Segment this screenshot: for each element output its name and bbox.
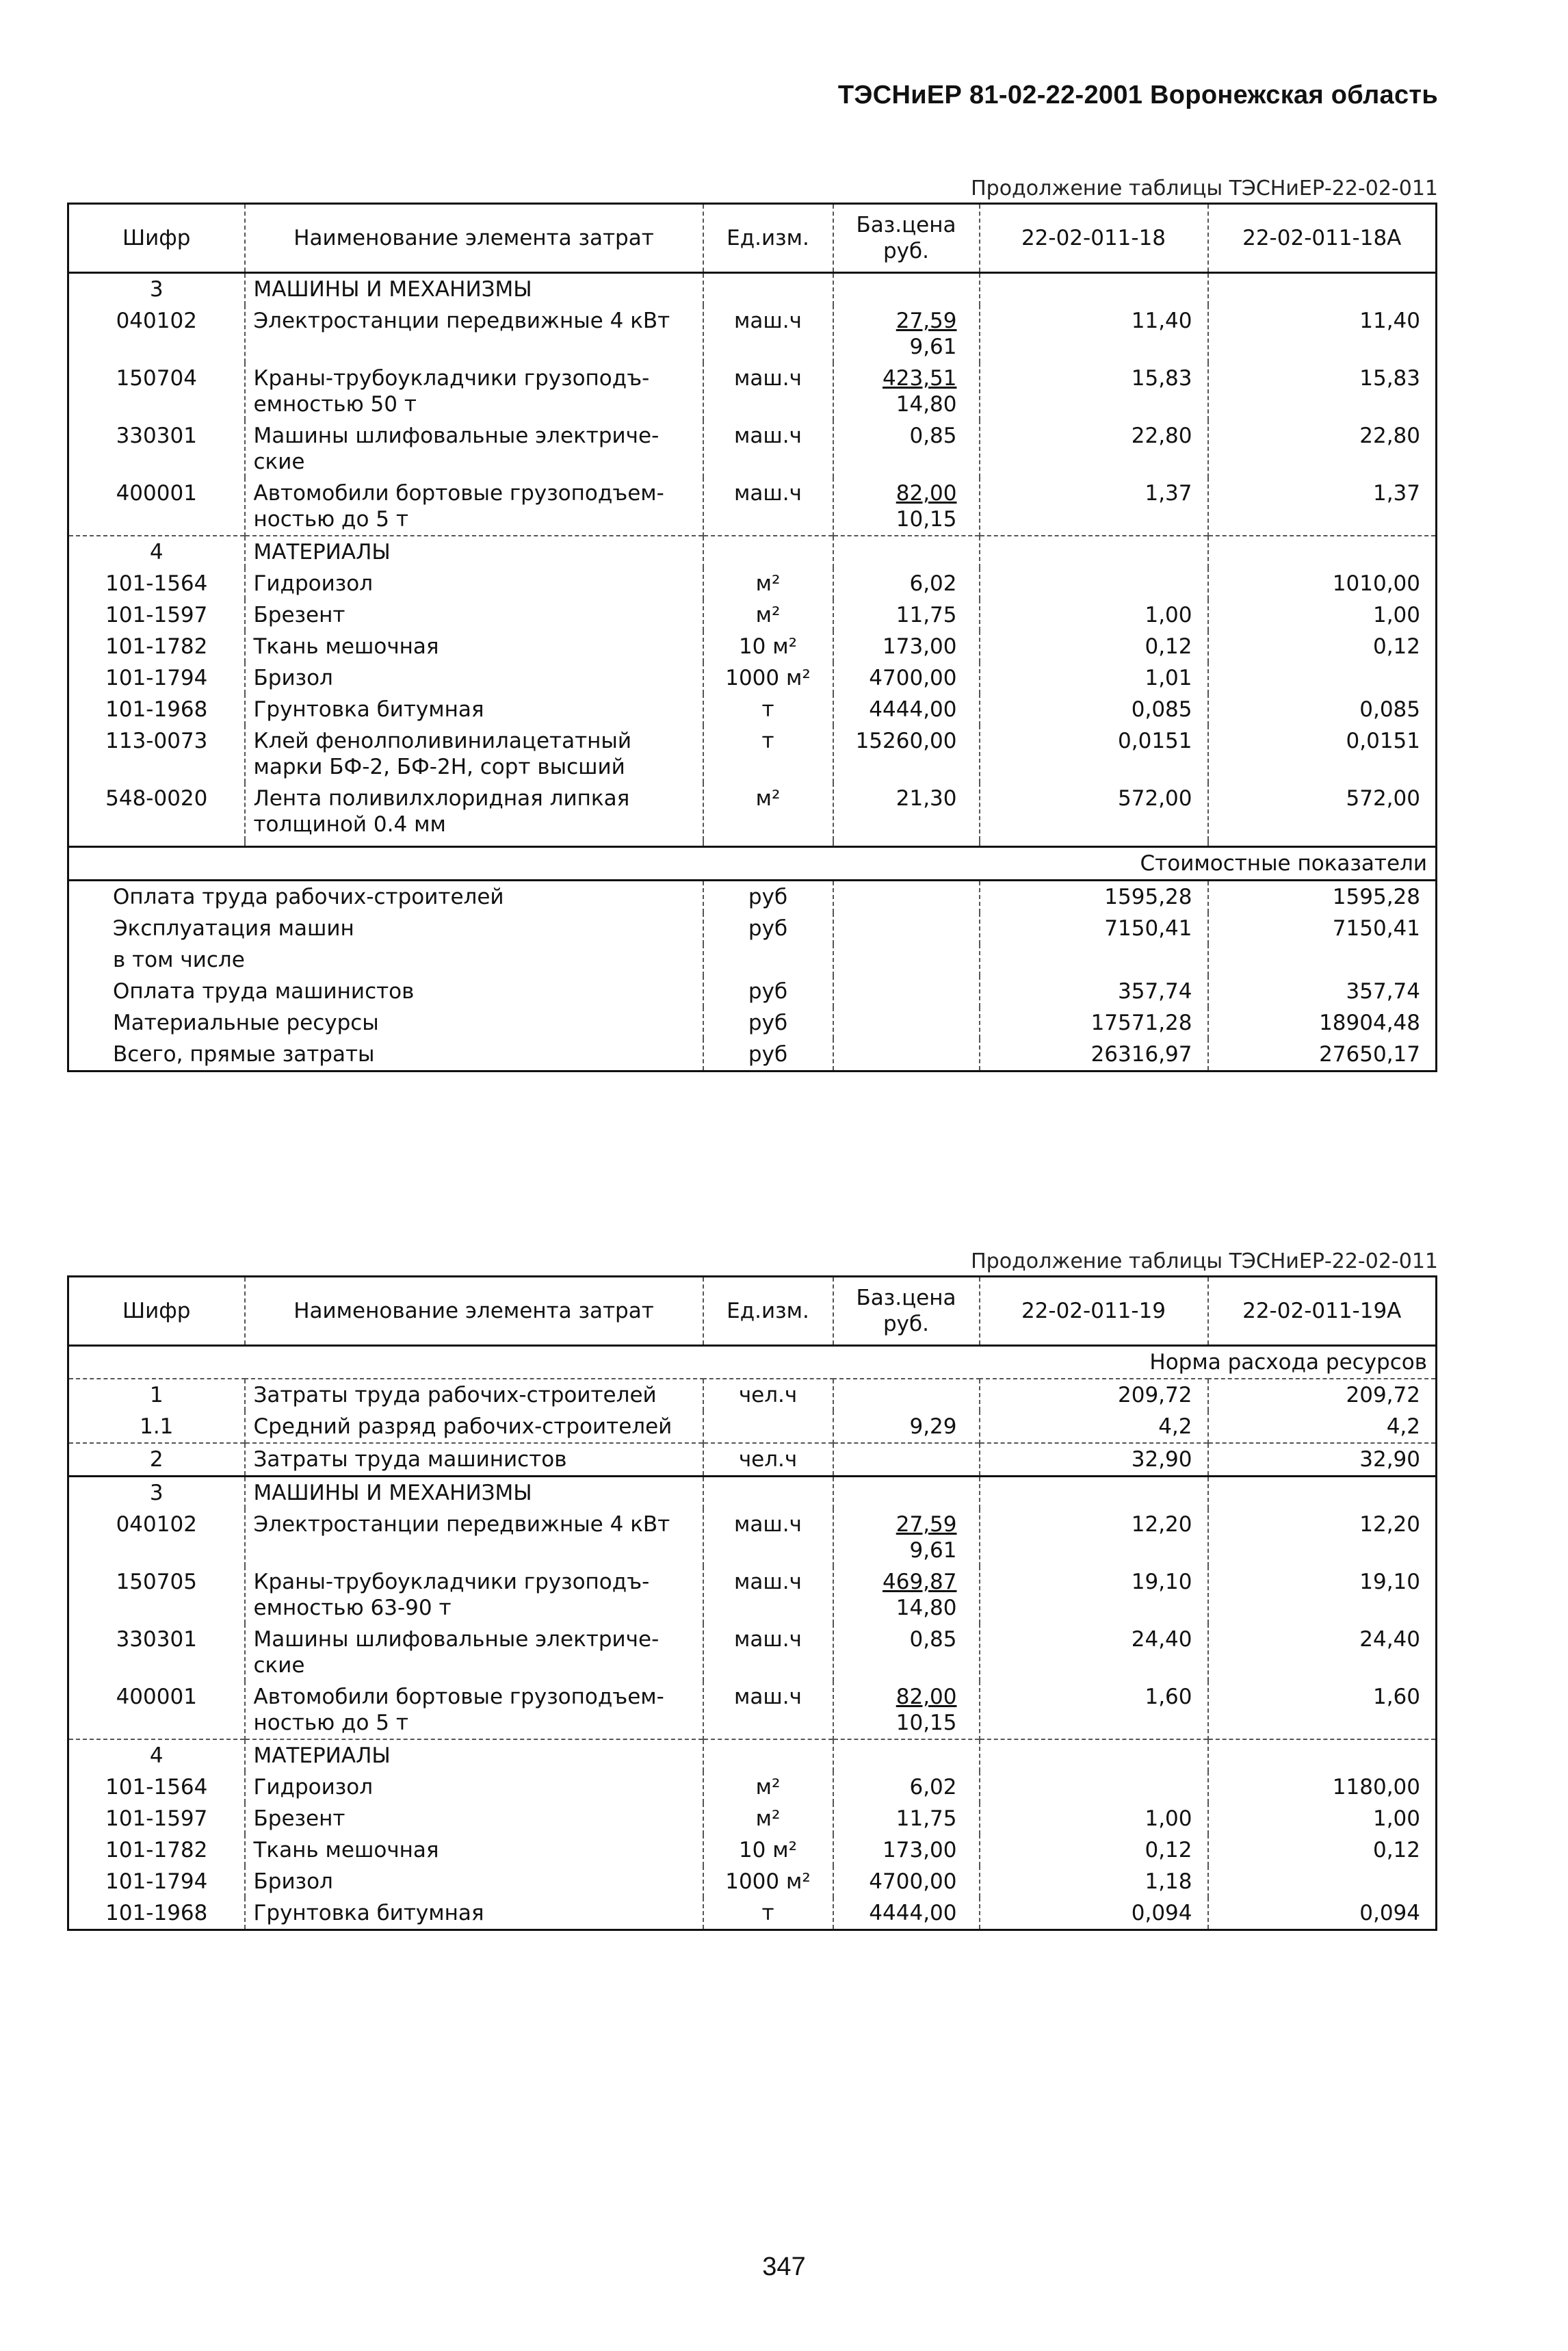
value-col1: 19,10 <box>980 1566 1208 1624</box>
resource-unit: т <box>703 725 833 783</box>
resource-unit: чел.ч <box>703 1443 833 1477</box>
resource-unit: 10 м² <box>703 1834 833 1866</box>
empty-cell <box>833 536 980 568</box>
base-price: 4700,00 <box>833 1866 980 1897</box>
wage-price: 10,15 <box>896 1711 957 1735</box>
value-col2: 12,20 <box>1208 1509 1437 1566</box>
resource-code: 400001 <box>116 481 197 506</box>
resource-name: Ткань мешочная <box>245 1834 703 1866</box>
page-number: 347 <box>762 2252 806 2281</box>
resource-name: Бризол <box>245 1866 703 1897</box>
resource-code: 101-1597 <box>105 1806 208 1831</box>
resource-code: 101-1564 <box>105 1775 208 1800</box>
base-price: 6,02 <box>833 568 980 599</box>
col-header-unit: Ед.изм. <box>703 204 833 273</box>
value-col1: 0,094 <box>980 1897 1208 1930</box>
table-row <box>68 1443 1437 1477</box>
table-row <box>68 1566 1437 1624</box>
table1 <box>67 203 1437 1072</box>
resource-unit: м² <box>703 1803 833 1834</box>
resource-code: 1 <box>149 1383 164 1407</box>
value-col1: 1,18 <box>980 1866 1208 1897</box>
table-row <box>68 1411 1437 1443</box>
resource-code: 330301 <box>116 424 197 448</box>
table-row <box>68 1379 1437 1411</box>
value-col1: 1,01 <box>980 662 1208 694</box>
value-col1: 572,00 <box>980 783 1208 840</box>
resource-name: Машины шлифовальные электриче-ские <box>245 420 703 478</box>
cost-indicators-label-text: Стоимостные показатели <box>68 847 1437 881</box>
value-col1: 32,90 <box>980 1443 1208 1477</box>
base-price: 21,30 <box>833 783 980 840</box>
value-col1: 0,12 <box>980 631 1208 662</box>
resource-unit: м² <box>703 1771 833 1803</box>
value-col1 <box>980 1771 1208 1803</box>
base-price: 27,59 <box>896 309 957 333</box>
cost-value-col2: 1595,28 <box>1208 881 1437 913</box>
value-col2: 0,0151 <box>1208 725 1437 783</box>
value-col1: 12,20 <box>980 1509 1208 1566</box>
table-row <box>68 1509 1437 1566</box>
resource-code: 101-1782 <box>105 634 208 659</box>
col-header-code: Шифр <box>68 204 245 273</box>
col-header-name: Наименование элемента затрат <box>245 204 703 273</box>
cost-name: Всего, прямые затраты <box>113 1042 375 1067</box>
base-price: 469,87 <box>883 1570 957 1594</box>
resource-unit: 1000 м² <box>703 662 833 694</box>
cost-unit: руб <box>703 1007 833 1039</box>
resource-code: 040102 <box>116 309 197 333</box>
value-col1: 1,00 <box>980 1803 1208 1834</box>
price-cell <box>833 1624 980 1681</box>
wage-price: 14,80 <box>896 392 957 417</box>
col-header-name: Наименование элемента затрат <box>245 1277 703 1346</box>
empty-cell <box>1208 840 1437 847</box>
value-col1: 209,72 <box>980 1379 1208 1411</box>
price-cell <box>833 363 980 420</box>
cost-value-col1 <box>980 944 1208 976</box>
section-code: 4 <box>68 1739 245 1771</box>
resource-code: 101-1782 <box>105 1838 208 1862</box>
resource-name: Брезент <box>245 599 703 631</box>
base-price: 173,00 <box>833 1834 980 1866</box>
cost-name: Эксплуатация машин <box>113 916 354 941</box>
wage-price: 9,61 <box>909 335 957 359</box>
value-col2: 209,72 <box>1208 1379 1437 1411</box>
value-col1: 0,12 <box>980 1834 1208 1866</box>
cost-value-col2: 357,74 <box>1208 976 1437 1007</box>
empty-cell <box>833 840 980 847</box>
resource-unit: маш.ч <box>703 1624 833 1681</box>
table-row <box>68 420 1437 478</box>
resource-name: Грунтовка битумная <box>245 694 703 725</box>
resource-name: Гидроизол <box>245 1771 703 1803</box>
resource-code: 101-1794 <box>105 1869 208 1894</box>
value-col2: 1010,00 <box>1208 568 1437 599</box>
col-header-19: 22-02-011-19 <box>980 1277 1208 1346</box>
resource-unit: т <box>703 694 833 725</box>
resource-code: 040102 <box>116 1512 197 1537</box>
cost-name: Оплата труда машинистов <box>113 979 415 1004</box>
resource-code: 101-1968 <box>105 1901 208 1925</box>
table-row <box>68 599 1437 631</box>
resource-name: Лента поливилхлоридная липкая толщиной 0.4 мм <box>245 783 703 840</box>
value-col1: 1,60 <box>980 1681 1208 1739</box>
table-row <box>68 1866 1437 1897</box>
resource-name: Краны-трубоукладчики грузоподъ-емностью 63-90 т <box>245 1566 703 1624</box>
empty-cell <box>833 881 980 913</box>
value-col1: 11,40 <box>980 305 1208 363</box>
base-price: 173,00 <box>833 631 980 662</box>
table2 <box>67 1275 1437 1931</box>
table-row <box>68 478 1437 536</box>
resource-name: Затраты труда рабочих-строителей <box>245 1379 703 1411</box>
cost-unit <box>703 944 833 976</box>
resource-code: 548-0020 <box>105 786 208 811</box>
value-col1: 24,40 <box>980 1624 1208 1681</box>
resource-name: Клей фенолполивинилацетатный марки БФ-2, БФ-2Н, сорт высший <box>245 725 703 783</box>
empty-cell <box>703 1477 833 1509</box>
value-col1: 1,37 <box>980 478 1208 536</box>
empty-cell <box>1208 1739 1437 1771</box>
cost-value-col1: 357,74 <box>980 976 1208 1007</box>
value-col2: 1,37 <box>1208 478 1437 536</box>
base-price: 0,85 <box>909 1627 957 1652</box>
value-col2: 0,12 <box>1208 1834 1437 1866</box>
empty-cell <box>980 1739 1208 1771</box>
resource-unit: маш.ч <box>703 1566 833 1624</box>
resource-unit: маш.ч <box>703 1509 833 1566</box>
table-row <box>68 1803 1437 1834</box>
cost-value-col1: 1595,28 <box>980 881 1208 913</box>
section-row <box>68 1477 1437 1509</box>
section-row <box>68 536 1437 568</box>
resource-unit: т <box>703 1897 833 1930</box>
table-row <box>68 1771 1437 1803</box>
resource-name: Средний разряд рабочих-строителей <box>245 1411 703 1443</box>
base-price: 6,02 <box>833 1771 980 1803</box>
section-code: 3 <box>149 277 164 302</box>
col-header-price: Баз.цена руб. <box>833 1277 980 1346</box>
cost-row <box>68 1007 1437 1039</box>
cost-value-col1: 26316,97 <box>980 1039 1208 1071</box>
value-col1 <box>980 568 1208 599</box>
empty-cell <box>980 273 1208 306</box>
table-row <box>68 1624 1437 1681</box>
col-header-unit: Ед.изм. <box>703 1277 833 1346</box>
section-row <box>68 273 1437 306</box>
empty-cell <box>833 1443 980 1477</box>
empty-cell <box>245 840 703 847</box>
cost-name: Материальные ресурсы <box>113 1011 379 1035</box>
resource-unit: чел.ч <box>703 1379 833 1411</box>
resource-norm-label <box>68 1346 1437 1379</box>
value-col2: 0,085 <box>1208 694 1437 725</box>
table-row <box>68 694 1437 725</box>
cost-value-col2 <box>1208 944 1437 976</box>
value-col2: 4,2 <box>1208 1411 1437 1443</box>
resource-code: 150705 <box>116 1570 197 1594</box>
table-row <box>68 662 1437 694</box>
table-row <box>68 1897 1437 1930</box>
value-col1: 0,085 <box>980 694 1208 725</box>
col-header-19a: 22-02-011-19А <box>1208 1277 1437 1346</box>
empty-cell <box>833 1477 980 1509</box>
value-col2: 19,10 <box>1208 1566 1437 1624</box>
value-col1: 0,0151 <box>980 725 1208 783</box>
cost-value-col2: 27650,17 <box>1208 1039 1437 1071</box>
col-header-price: Баз.цена руб. <box>833 204 980 273</box>
table2-caption: Продолжение таблицы ТЭСНиЕР-22-02-011 <box>971 1249 1438 1273</box>
cost-value-col1: 7150,41 <box>980 913 1208 944</box>
resource-unit: маш.ч <box>703 363 833 420</box>
empty-cell <box>1208 1477 1437 1509</box>
cost-unit: руб <box>703 913 833 944</box>
resource-name: Грунтовка битумная <box>245 1897 703 1930</box>
value-col2: 1,60 <box>1208 1681 1437 1739</box>
col-header-18: 22-02-011-18 <box>980 204 1208 273</box>
resource-code: 101-1794 <box>105 666 208 690</box>
resource-code: 101-1968 <box>105 697 208 722</box>
empty-cell <box>833 976 980 1007</box>
empty-cell <box>980 840 1208 847</box>
resource-name: Бризол <box>245 662 703 694</box>
table1-caption: Продолжение таблицы ТЭСНиЕР-22-02-011 <box>971 177 1438 200</box>
base-price: 11,75 <box>833 599 980 631</box>
value-col2: 1,00 <box>1208 599 1437 631</box>
value-col2: 22,80 <box>1208 420 1437 478</box>
cost-row <box>68 1039 1437 1071</box>
wage-price: 9,61 <box>909 1538 957 1563</box>
resource-unit: м² <box>703 783 833 840</box>
cost-value-col2: 7150,41 <box>1208 913 1437 944</box>
resource-name: Краны-трубоукладчики грузоподъ-емностью 50 т <box>245 363 703 420</box>
resource-code: 2 <box>68 1443 245 1477</box>
empty-cell <box>833 1039 980 1071</box>
resource-unit: м² <box>703 599 833 631</box>
table-row <box>68 725 1437 783</box>
empty-cell <box>703 536 833 568</box>
empty-cell <box>1208 536 1437 568</box>
empty-cell <box>833 273 980 306</box>
table-row <box>68 1834 1437 1866</box>
section-code: 4 <box>68 536 245 568</box>
section-title: МАШИНЫ И МЕХАНИЗМЫ <box>245 273 703 306</box>
section-row <box>68 1739 1437 1771</box>
cost-value-col2: 18904,48 <box>1208 1007 1437 1039</box>
base-price: 4444,00 <box>833 1897 980 1930</box>
value-col2 <box>1208 1866 1437 1897</box>
resource-name: Брезент <box>245 1803 703 1834</box>
table-row <box>68 305 1437 363</box>
empty-cell <box>703 273 833 306</box>
value-col2: 1,00 <box>1208 1803 1437 1834</box>
resource-code: 101-1597 <box>105 603 208 627</box>
cost-row <box>68 881 1437 913</box>
empty-cell <box>833 1007 980 1039</box>
resource-unit: маш.ч <box>703 420 833 478</box>
empty-cell <box>703 1739 833 1771</box>
value-col2: 1180,00 <box>1208 1771 1437 1803</box>
base-price: 11,75 <box>833 1803 980 1834</box>
resource-name: Электростанции передвижные 4 кВт <box>245 305 703 363</box>
resource-code: 150704 <box>116 366 197 391</box>
table2-header-row <box>68 1277 1437 1346</box>
resource-name: Электростанции передвижные 4 кВт <box>245 1509 703 1566</box>
base-price <box>833 1379 980 1411</box>
table-row <box>68 1681 1437 1739</box>
empty-cell <box>833 1739 980 1771</box>
resource-unit: м² <box>703 568 833 599</box>
cost-indicators-label <box>68 847 1437 881</box>
col-header-18a: 22-02-011-18А <box>1208 204 1437 273</box>
value-col2: 32,90 <box>1208 1443 1437 1477</box>
table-row <box>68 363 1437 420</box>
resource-norm-label-text: Норма расхода ресурсов <box>68 1346 1437 1379</box>
section-title: МАШИНЫ И МЕХАНИЗМЫ <box>245 1477 703 1509</box>
value-col2: 572,00 <box>1208 783 1437 840</box>
section-title: МАТЕРИАЛЫ <box>245 1739 703 1771</box>
resource-unit: маш.ч <box>703 1681 833 1739</box>
base-price: 423,51 <box>883 366 957 391</box>
spacer-row <box>68 840 1437 847</box>
resource-unit: 1000 м² <box>703 1866 833 1897</box>
wage-price: 14,80 <box>896 1596 957 1620</box>
cost-name: Оплата труда рабочих-строителей <box>68 881 703 913</box>
value-col2: 0,12 <box>1208 631 1437 662</box>
price-cell <box>833 420 980 478</box>
cost-unit: руб <box>703 881 833 913</box>
empty-cell <box>980 1477 1208 1509</box>
resource-unit: маш.ч <box>703 305 833 363</box>
empty-cell <box>703 840 833 847</box>
section-code: 3 <box>68 1477 245 1509</box>
document-header: ТЭСНиЕР 81-02-22-2001 Воронежская область <box>837 81 1438 109</box>
col-header-code: Шифр <box>68 1277 245 1346</box>
table-row <box>68 568 1437 599</box>
table-row <box>68 783 1437 840</box>
value-col1: 1,00 <box>980 599 1208 631</box>
resource-unit <box>703 1411 833 1443</box>
empty-cell <box>68 840 245 847</box>
cost-value-col1: 17571,28 <box>980 1007 1208 1039</box>
wage-price: 10,15 <box>896 507 957 532</box>
resource-code: 330301 <box>116 1627 197 1652</box>
section-title: МАТЕРИАЛЫ <box>245 536 703 568</box>
base-price: 4700,00 <box>833 662 980 694</box>
resource-name: Гидроизол <box>245 568 703 599</box>
value-col2: 24,40 <box>1208 1624 1437 1681</box>
price-cell <box>833 478 980 536</box>
empty-cell <box>980 536 1208 568</box>
cost-row <box>68 913 1437 944</box>
value-col2: 11,40 <box>1208 305 1437 363</box>
base-price: 82,00 <box>896 1685 957 1709</box>
table-row <box>68 631 1437 662</box>
value-col1: 15,83 <box>980 363 1208 420</box>
base-price: 27,59 <box>896 1512 957 1537</box>
value-col2: 0,094 <box>1208 1897 1437 1930</box>
resource-code: 101-1564 <box>105 571 208 596</box>
resource-code: 1.1 <box>140 1414 174 1439</box>
price-cell <box>833 1509 980 1566</box>
value-col1: 22,80 <box>980 420 1208 478</box>
price-cell <box>833 1566 980 1624</box>
resource-name: Затраты труда машинистов <box>245 1443 703 1477</box>
price-cell <box>833 305 980 363</box>
value-col2 <box>1208 662 1437 694</box>
resource-unit: маш.ч <box>703 478 833 536</box>
base-price: 4444,00 <box>833 694 980 725</box>
empty-cell <box>833 913 980 944</box>
base-price: 0,85 <box>909 424 957 448</box>
cost-unit: руб <box>703 976 833 1007</box>
cost-row <box>68 976 1437 1007</box>
table1-header-row <box>68 204 1437 273</box>
base-price: 15260,00 <box>833 725 980 783</box>
base-price: 82,00 <box>896 481 957 506</box>
empty-cell <box>833 944 980 976</box>
cost-row <box>68 944 1437 976</box>
resource-name: Ткань мешочная <box>245 631 703 662</box>
cost-unit: руб <box>703 1039 833 1071</box>
value-col2: 15,83 <box>1208 363 1437 420</box>
resource-name: Машины шлифовальные электриче-ские <box>245 1624 703 1681</box>
base-price: 9,29 <box>833 1411 980 1443</box>
empty-cell <box>1208 273 1437 306</box>
price-cell <box>833 1681 980 1739</box>
resource-code: 113-0073 <box>105 729 208 753</box>
resource-unit: 10 м² <box>703 631 833 662</box>
resource-name: Автомобили бортовые грузоподъем-ностью до 5 т <box>245 1681 703 1739</box>
value-col1: 4,2 <box>980 1411 1208 1443</box>
resource-name: Автомобили бортовые грузоподъем-ностью до 5 т <box>245 478 703 536</box>
cost-name: в том числе <box>113 948 245 972</box>
resource-code: 400001 <box>116 1685 197 1709</box>
